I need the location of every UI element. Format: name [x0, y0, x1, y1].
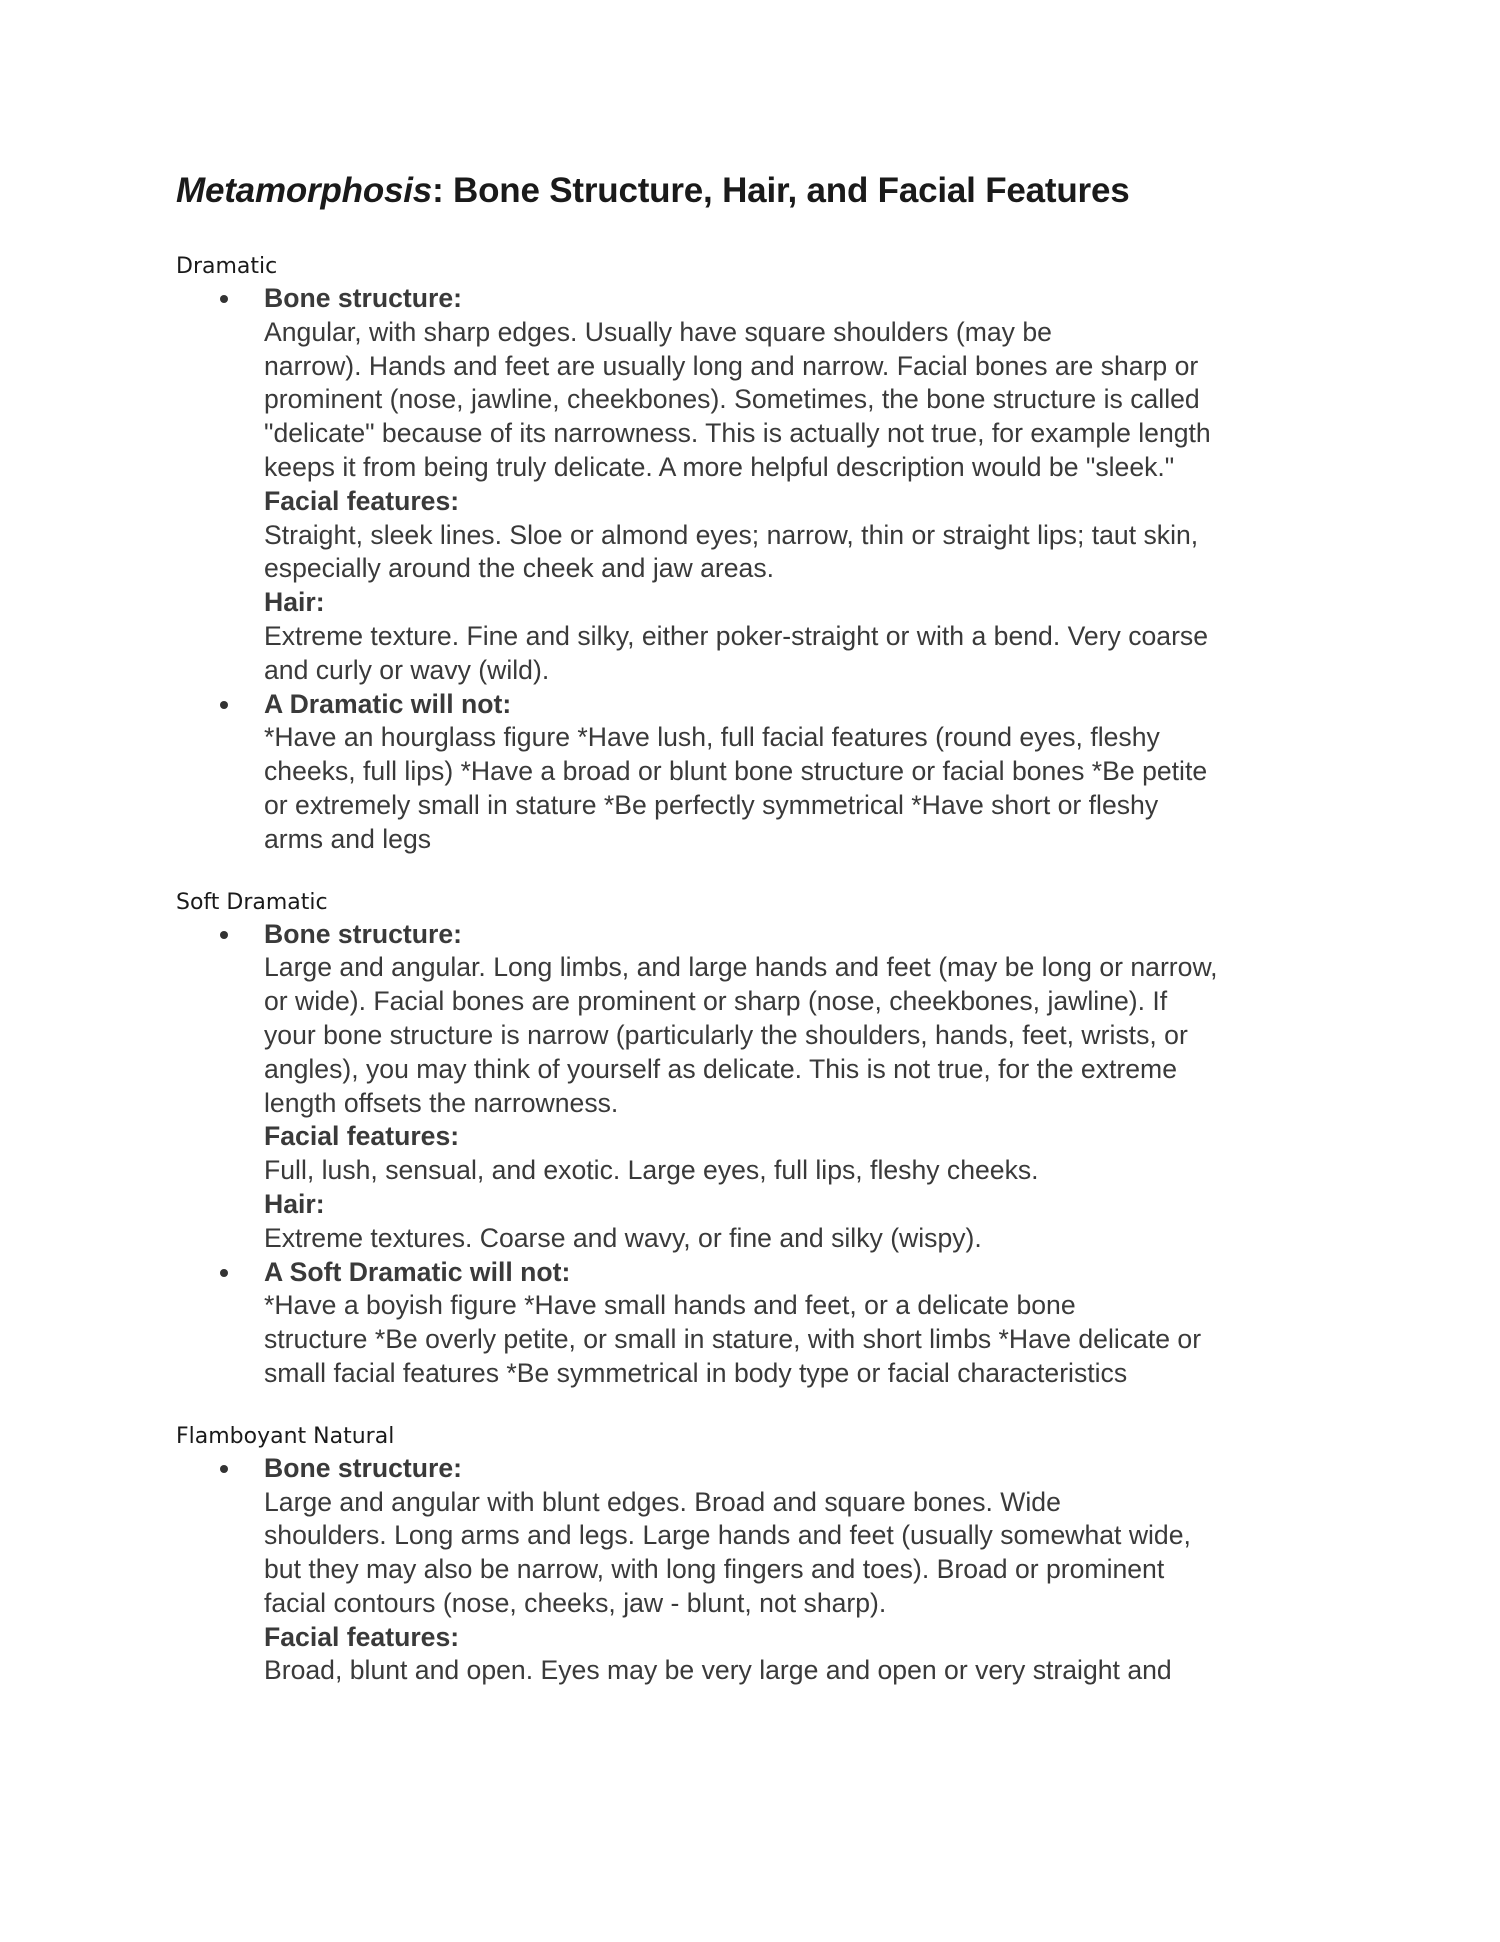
bone-structure-label: Bone structure:: [264, 1452, 462, 1483]
bone-structure-label: Bone structure:: [264, 918, 462, 949]
hair-label: Hair:: [264, 1188, 325, 1219]
bone-structure-text: Angular, with sharp edges. Usually have square shoulders (may be narrow). Hands and feet are usually long and narrow. Facial bones are sharp or prominent (nose, jawline, cheekbones). Sometimes, the bone structure is called "delicate" because of its narrowness. This is actually not true, for example length keeps it from being truly delicate. A more helpful description would be "sleek.": [264, 316, 1211, 482]
section-dramatic: [176, 252, 1346, 857]
bone-structure-label: Bone structure:: [264, 283, 462, 313]
bone-structure-text: Large and angular with blunt edges. Broad and square bones. Wide shoulders. Long arms and legs. Large hands and feet (usually somewhat wide, but they may also be narrow, with long fingers and toes). Broad or prominent facial contours (nose, cheeks, jaw - blunt, not sharp).: [264, 1486, 1191, 1618]
will-not-label: A Soft Dramatic will not:: [264, 1256, 571, 1287]
bullet-dot-icon: [220, 1465, 228, 1473]
facial-features-text: Full, lush, sensual, and exotic. Large eyes, full lips, fleshy cheeks.: [264, 1155, 1039, 1186]
facial-features-label: Facial features:: [264, 485, 460, 516]
facial-features-label: Facial features:: [264, 1621, 460, 1652]
bullet-list: [176, 918, 1346, 1391]
bullet-dot-icon: [220, 1269, 228, 1277]
list-item-will-not: [176, 1256, 1346, 1391]
bullet-dot-icon: [220, 931, 228, 939]
bone-structure-text: Large and angular. Long limbs, and large hands and feet (may be long or narrow, or wide). Facial bones are prominent or sharp (nose, cheekbones, jawline). If your bone structure is narrow (particularly the shoulders, hands, feet, wrists, or angles), you may think of yourself as delicate. This is not true, for the extreme length offsets the narrowness.: [264, 952, 1218, 1118]
title-italic: Metamorphosis: [176, 171, 433, 210]
title-rest: : Bone Structure, Hair, and Facial Features: [432, 171, 1130, 210]
facial-features-text: Broad, blunt and open. Eyes may be very large and open or very straight and: [264, 1655, 1172, 1686]
bullet-list: [176, 1452, 1346, 1689]
list-item-bone-structure: [176, 1452, 1346, 1689]
hair-text: Extreme textures. Coarse and wavy, or fine and silky (wispy).: [264, 1222, 982, 1253]
document-title: [176, 170, 1346, 212]
bullet-dot-icon: [220, 701, 228, 709]
will-not-text: *Have an hourglass figure *Have lush, full facial features (round eyes, fleshy cheeks, full lips) *Have a broad or blunt bone structure or facial bones *Be petite or extremely small in stature *Be perfectly symmetrical *Have short or fleshy arms and legs: [264, 722, 1208, 854]
will-not-text: *Have a boyish figure *Have small hands and feet, or a delicate bone structure *Be overly petite, or small in stature, with short limbs *Have delicate or small facial features *Be symmetrical in body type or facial characteristics: [264, 1290, 1202, 1388]
bullet-dot-icon: [220, 295, 228, 303]
bullet-list: [176, 282, 1346, 857]
facial-features-text: Straight, sleek lines. Sloe or almond eyes; narrow, thin or straight lips; taut skin, especially around the cheek and jaw areas.: [264, 519, 1199, 584]
facial-features-label: Facial features:: [264, 1121, 460, 1152]
section-flamboyant-natural: [176, 1422, 1346, 1689]
section-heading: Flamboyant Natural: [176, 1423, 395, 1449]
section-heading: Dramatic: [176, 254, 278, 279]
list-item-bone-structure: [176, 282, 1346, 688]
will-not-label: A Dramatic will not:: [264, 688, 512, 719]
hair-text: Extreme texture. Fine and silky, either poker-straight or with a bend. Very coarse and curly or wavy (wild).: [264, 620, 1209, 685]
section-soft-dramatic: [176, 888, 1346, 1391]
hair-label: Hair:: [264, 587, 325, 618]
list-item-will-not: [176, 688, 1346, 857]
section-heading: Soft Dramatic: [176, 889, 328, 915]
document-page: [176, 170, 1346, 1719]
list-item-bone-structure: [176, 918, 1346, 1256]
